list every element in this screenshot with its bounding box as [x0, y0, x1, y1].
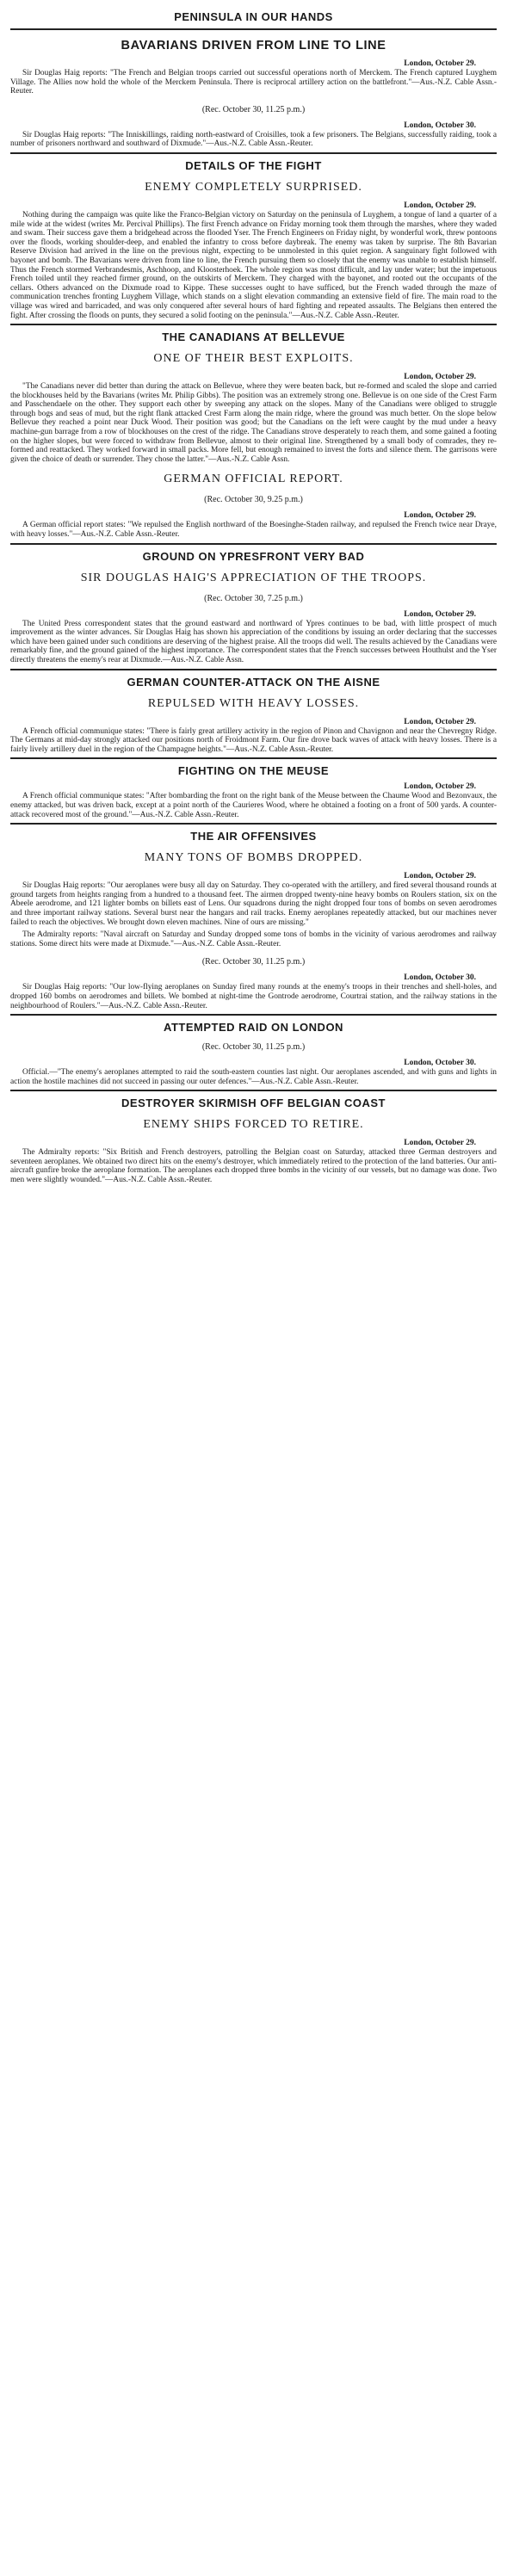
section-raid — [10, 1014, 497, 1086]
section-bavarians — [10, 28, 497, 149]
article-paragraph: Sir Douglas Haig reports: "The French and Belgian troops carried out successful operations north of Merckem. The French captured Luyghem Village. The Allies now hold the whole of the Merckem Peninsula. There is reciprocal artillery action on the battlefront."—Aus.-N.Z. Cable Assn.-Reuter. — [10, 69, 497, 96]
article-paragraph: A French official communique states: "After bombarding the front on the right bank of the Meuse between the Chaume Wood and Bezonvaux, the enemy attacked, but was driven back, except at a point north of the Caurieres Wood, where he obtained a footing on a front of 500 yards. A counter-attack recovered most of the ground."—Aus.-N.Z. Cable Assn.-Reuter. — [10, 792, 497, 819]
article-paragraph: A French official communique states: "There is fairly great artillery activity in the region of Pinon and Chavignon and near the Chevregny Ridge. The Germans at mid-day strongly attacked our positions north of Froidmont Farm. Our fire drove back waves of attack with heavy losses. There is a fairly lively artillery duel in the region of the Champagne heights."—Aus.-N.Z. Cable Assn.-Reuter. — [10, 726, 497, 754]
headline: DESTROYER SKIRMISH OFF BELGIAN COAST — [121, 1096, 386, 1110]
dateline: London, October 29. — [404, 1139, 476, 1148]
dateline: London, October 29. — [404, 59, 476, 68]
article-paragraph: Sir Douglas Haig reports: "The Inniskillings, raiding north-eastward of Croisilles, took a few prisoners. The Belgians, successfully raiding, took a number of prisoners northward and southward of Dixmude."—Aus.-N.Z. Cable Assn.-Reuter. — [10, 130, 497, 149]
dateline: London, October 29. — [404, 511, 476, 521]
divider — [10, 28, 497, 30]
article-paragraph: Official.—"The enemy's aeroplanes attempted to raid the south-eastern counties last night. Our aeroplanes ascended, and with guns and lights in action the hostile machines did not succeed in passing our outer defences."—Aus.-N.Z. Cable Assn.-Reuter. — [10, 1068, 497, 1086]
page-heading: PENINSULA IN OUR HANDS — [174, 10, 333, 23]
dateline: London, October 29. — [404, 717, 476, 726]
headline: GERMAN OFFICIAL REPORT. — [164, 473, 343, 486]
headline: THE AIR OFFENSIVES — [190, 830, 317, 843]
received-time: (Rec. October 30, 11.25 p.m.) — [201, 957, 306, 967]
dateline: London, October 29. — [404, 609, 476, 619]
subheadline: ENEMY COMPLETELY SURPRISED. — [145, 180, 362, 194]
received-time: (Rec. October 30, 11.25 p.m.) — [201, 104, 306, 114]
dateline: London, October 29. — [404, 201, 476, 210]
headline: GERMAN COUNTER-ATTACK ON THE AISNE — [127, 675, 380, 689]
divider — [10, 1090, 497, 1091]
section-canadians — [10, 324, 497, 464]
dateline: London, October 30. — [404, 973, 476, 983]
dateline: London, October 30. — [404, 120, 476, 130]
received-time: (Rec. October 30, 7.25 p.m.) — [204, 593, 303, 603]
divider — [10, 823, 497, 825]
dateline: London, October 29. — [404, 872, 476, 881]
section-air — [10, 823, 497, 1010]
article-paragraph: The United Press correspondent states that the ground eastward and northward of Ypres continues to be bad, with little prospect of much improvement as the winter advances. Sir Douglas Haig has shown his appreciation of the conditions by issuing an order declaring that the successes which have been gained under such conditions are deserving of the highest praise. All the troops did well. The results achieved by the Canadians were remarkably fine, and the ground gained of the highest importance. The correspondent states that the French successes between Houthulst and the Yser directly threatens the enemy's rear at Dixmude.—Aus.-N.Z. Cable Assn. — [10, 619, 497, 664]
section-german-official — [10, 473, 497, 539]
article-paragraph: A German official report states: "We repulsed the English northward of the Boesinghe-Staden railway, and repulsed the French twice near Draye, with heavy losses."—Aus.-N.Z. Cable Assn.-Reuter. — [10, 521, 497, 540]
received-time: (Rec. October 30, 11.25 p.m.) — [201, 1042, 306, 1053]
headline: BAVARIANS DRIVEN FROM LINE TO LINE — [121, 39, 386, 53]
section-meuse — [10, 757, 497, 819]
headline: ATTEMPTED RAID ON LONDON — [164, 1021, 343, 1035]
article-paragraph: Sir Douglas Haig reports: "Our low-flying aeroplanes on Sunday fired many rounds at the enemy's troops in their trenches and shell-holes, and dropped 160 bombs on aerodromes and billets. We bombed at night-time the Gontrode aerodrome, Courtrai station, and the railway stations in the neighbourhood of Roulers."—Aus.-N.Z. Cable Assn.-Reuter. — [10, 983, 497, 1010]
article-paragraph: The Admiralty reports: "Six British and French destroyers, patrolling the Belgian coast on Saturday, attacked three German destroyers and seventeen aeroplanes. We obtained two direct hits on the enemy's destroyer, which immediately retired to the protection of the land batteries. Our anti-aircraft gunfire broke the aeroplane formation. The aeroplanes each dropped three bombs in the vicinity of our vessels, but no damage was done. Two men were slightly wounded."—Aus.-N.Z. Cable Assn.-Reuter. — [10, 1148, 497, 1185]
headline: GROUND ON YPRESFRONT VERY BAD — [142, 549, 365, 563]
headline: DETAILS OF THE FIGHT — [185, 158, 322, 172]
divider — [10, 324, 497, 325]
article-paragraph: The Admiralty reports: "Naval aircraft on Saturday and Sunday dropped some tons of bombs in the vicinity of various aerodromes and railway stations. Some direct hits were made at Dixmude."—Aus.-N.Z. Cable Assn.-Reuter. — [10, 930, 497, 948]
divider — [10, 1014, 497, 1016]
section-details — [10, 152, 497, 320]
divider — [10, 669, 497, 670]
subheadline: REPULSED WITH HEAVY LOSSES. — [147, 696, 360, 710]
article-paragraph: "The Canadians never did better than during the attack on Bellevue, where they were beaten back, but re-formed and scaled the slope and carried the blockhouses held by the Bavarians (writes Mr. Philip Gibbs). The position was an extremely strong one. Bellevue is on one side of the Crest Farm and Passchendaele on the other. They support each other by sweeping any attack on the slopes. Many of the Canadians were obliged to struggle through bogs and seas of mud, but the right flank attacked Crest Farm along the main ridge, where the ground was much better. On the slope below Bellevue they reached a point near Duck Wood. Their position was good; but the Canadians on the left were caught by the mud under a heavy machine-gun barrage from a row of blockhouses on the crest of the ridge. The Canadians strove desperately to reach them, and some gained a footing on the higher slopes, but were forced to withdraw from Bellevue, almost to their original line. Strengthened by a small body of comrades, they re-formed and reattacked. They worked forward in small packs. More fell, but enough remained to invest the forts and silence them. The garrisons were given the choice of death or surrender. They chose the latter."—Aus.-N.Z. Cable Assn. — [10, 382, 497, 464]
headline: THE CANADIANS AT BELLEVUE — [162, 330, 345, 344]
article-paragraph: Sir Douglas Haig reports: "Our aeroplanes were busy all day on Saturday. They co-operated with the artillery, and fired several thousand rounds at ground targets from heights ranging from a hundred to a thousand feet. The airmen dropped twenty-nine heavy bombs on Roulers station, six on the Abeele aerodrome, and 121 lighter bombs on billets east of Lens. Our squadrons during the night dropped four tons of bombs on seven aerodromes and three important railway stations. Several burst near the hangars and rail tracks. Enemy aeroplanes repeatedly attacked, but our machines never failed to reach the objectives. We brought down eleven machines. Nine of ours are missing." — [10, 881, 497, 927]
dateline: London, October 29. — [404, 373, 476, 382]
dateline: London, October 30. — [404, 1059, 476, 1068]
received-time: (Rec. October 30, 9.25 p.m.) — [204, 495, 303, 505]
subheadline: ENEMY SHIPS FORCED TO RETIRE. — [143, 1118, 364, 1132]
divider — [10, 152, 497, 154]
section-ypres — [10, 543, 497, 665]
dateline: London, October 29. — [404, 782, 476, 792]
section-aisne — [10, 669, 497, 755]
subheadline: SIR DOUGLAS HAIG'S APPRECIATION OF THE TROOPS. — [80, 571, 427, 584]
article-paragraph: Nothing during the campaign was quite like the Franco-Belgian victory on Saturday on the peninsula of Luyghem, a tongue of land a quarter of a mile wide at the widest (writes Mr. Percival Phillips). The first French advance on Friday morning took them through the marshes, where they waded and swam. Their success gave them a bridgehead across the flooded Yser. The French Engineers on Friday night, by wonderful work, threw pontoons over the floods, working shoulder-deep, and enabled the infantry to cross before daybreak. The enemy was taken by surprise. The 8th Bavarian Reserve Division had arrived in the line on the previous night, expecting to be unmolested in this quiet region. A sanguinary fight followed with bayonet and bomb. The Bavarians were driven from line to line, the French pursuing them so closely that the enemy was unable to establish himself. Thus the French stormed Verbrandesmis, Aschhoop, and Kloosterhoek. The whole region was most difficult, and lay under water; but the impetuous French toiled until they reached firmer ground, on the outskirts of Merckem. They charged with the bayonet, and rooted out the occupants of the cellars. Others advanced on the Dixmude road to Kippe. These successes ought to have sufficed, but the French waded through the maze of communication trenches fronting Luyghem Village, which stands on a slight elevation commanding an extensive field of fire. The main road to the village was wired and barricaded, and was only conquered after several hours of hard fighting and repeated assaults. The Belgians then entered the fight. After crossing the floods on punts, they secured a solid footing on the peninsula."—Aus.-N.Z. Cable Assn.-Reuter. — [10, 210, 497, 320]
subheadline: MANY TONS OF BOMBS DROPPED. — [144, 851, 363, 865]
subheadline: ONE OF THEIR BEST EXPLOITS. — [153, 352, 354, 366]
headline: FIGHTING ON THE MEUSE — [177, 764, 330, 778]
divider — [10, 757, 497, 759]
divider — [10, 543, 497, 545]
section-destroyer — [10, 1090, 497, 1184]
